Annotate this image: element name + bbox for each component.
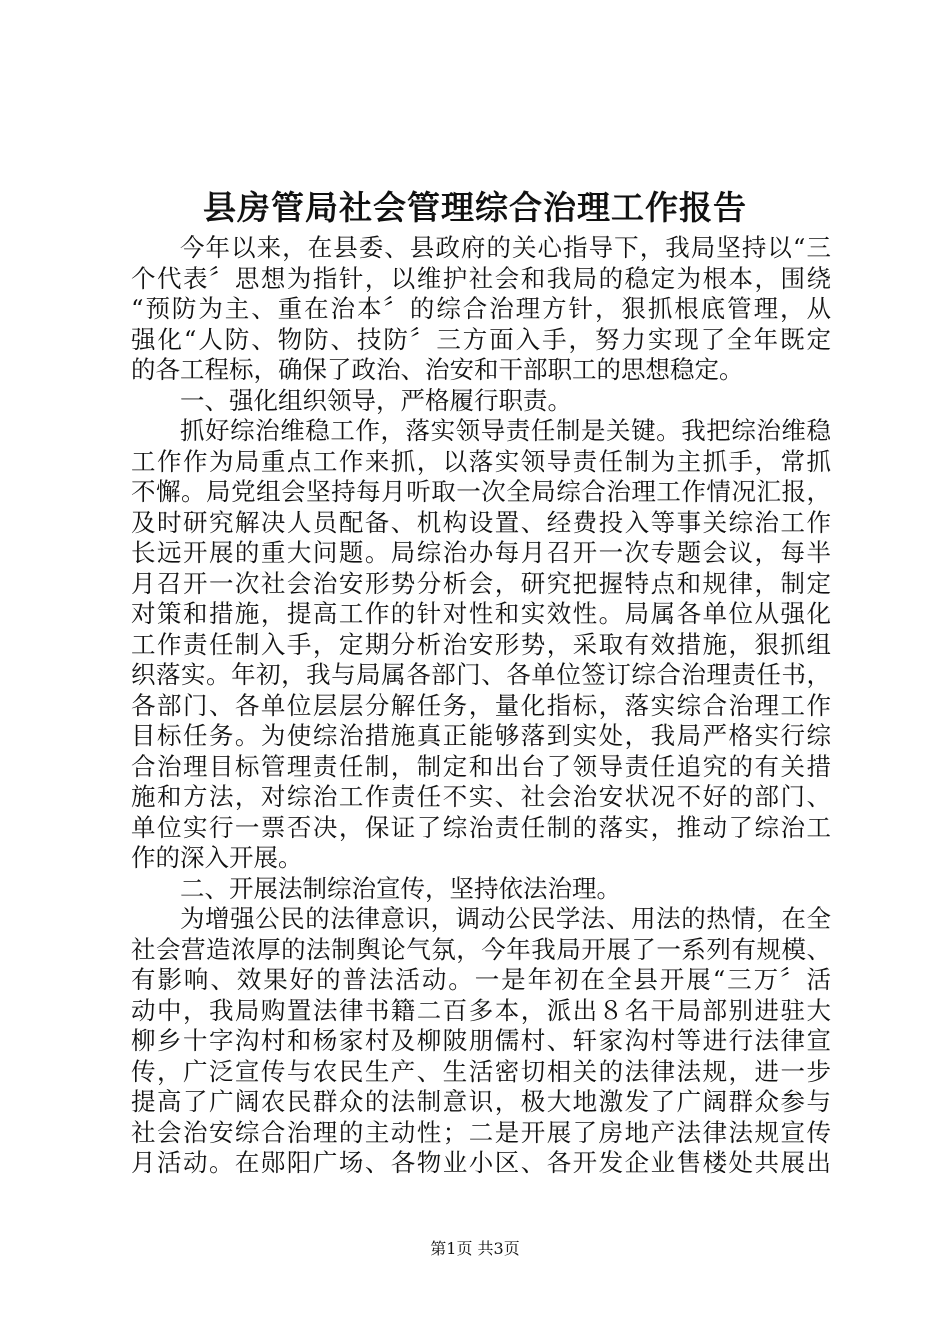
text-line: 提高了广阔农民群众的法制意识，极大地激发了广阔群众参与 xyxy=(131,1087,831,1116)
text-line: 今年以来，在县委、县政府的关心指导下，我局坚持以“三 xyxy=(180,233,831,262)
text-line: 一、强化组织领导，严格履行职责。 xyxy=(180,385,572,415)
text-line: 不懈。局党组会坚持每月听取一次全局综合治理工作情况汇报， xyxy=(131,477,831,506)
text-line: 有影响、效果好的普法活动。一是年初在全县开展“三万〞活 xyxy=(131,965,831,994)
text-line: 施和方法，对综治工作责任不实、社会治安状况不好的部门、 xyxy=(131,782,831,811)
text-line: “预防为主、重在治本〞的综合治理方针，狠抓根底管理，从 xyxy=(131,294,831,323)
document-body xyxy=(131,233,831,1179)
text-line: 的各工程标，确保了政治、治安和干部职工的思想稳定。 xyxy=(131,355,744,384)
text-line: 社会营造浓厚的法制舆论气氛，今年我局开展了一系列有规模、 xyxy=(131,934,831,964)
text-line: 月召开一次社会治安形势分析会，研究把握特点和规律，制定 xyxy=(131,568,831,598)
text-line: 合治理目标管理责任制，制定和出台了领导责任追究的有关措 xyxy=(131,751,831,781)
text-line: 工作作为局重点工作来抓，以落实领导责任制为主抓手，常抓 xyxy=(131,446,831,476)
text-line: 月活动。在郧阳广场、各物业小区、各开发企业售楼处共展出 xyxy=(131,1148,831,1177)
text-line: 长远开展的重大问题。局综治办每月召开一次专题会议，每半 xyxy=(131,538,831,567)
text-line: 各部门、各单位层层分解任务，量化指标，落实综合治理工作 xyxy=(131,690,831,720)
text-line: 传，广泛宣传与农民生产、生活密切相关的法律法规，进一步 xyxy=(131,1056,831,1086)
page-footer: 第1页 共3页 xyxy=(430,1239,520,1258)
text-line: 二、开展法制综治宣传，坚持依法治理。 xyxy=(180,873,621,903)
text-line: 强化“人防、物防、技防〞三方面入手，努力实现了全年既定 xyxy=(131,324,831,354)
text-line: 抓好综治维稳工作，落实领导责任制是关键。我把综治维稳 xyxy=(180,416,831,445)
text-line: 目标任务。为使综治措施真正能够落到实处，我局严格实行综 xyxy=(131,721,831,750)
text-line: 织落实。年初，我与局属各部门、各单位签订综合治理责任书， xyxy=(131,660,831,689)
text-line: 单位实行一票否决，保证了综治责任制的落实，推动了综治工 xyxy=(131,812,831,842)
document-title: 县房管局社会管理综合治理工作报告 xyxy=(203,188,747,227)
text-line: 及时研究解决人员配备、机构设置、经费投入等事关综治工作 xyxy=(131,507,831,537)
text-line: 柳乡十字沟村和杨家村及柳陂朋儒村、轩家沟村等进行法律宣 xyxy=(131,1026,831,1055)
text-line: 动中，我局购置法律书籍二百多本，派出８名干局部别进驻大 xyxy=(131,995,831,1025)
text-line: 工作责任制入手，定期分析治安形势，采取有效措施，狠抓组 xyxy=(131,629,831,659)
text-line: 个代表〞思想为指针，以维护社会和我局的稳定为根本，围绕 xyxy=(131,263,831,293)
text-line: 对策和措施，提高工作的针对性和实效性。局属各单位从强化 xyxy=(131,599,831,628)
text-line: 为增强公民的法律意识，调动公民学法、用法的热情，在全 xyxy=(180,904,831,933)
text-line: 社会治安综合治理的主动性；二是开展了房地产法律法规宣传 xyxy=(131,1117,831,1147)
text-line: 作的深入开展。 xyxy=(131,843,303,872)
